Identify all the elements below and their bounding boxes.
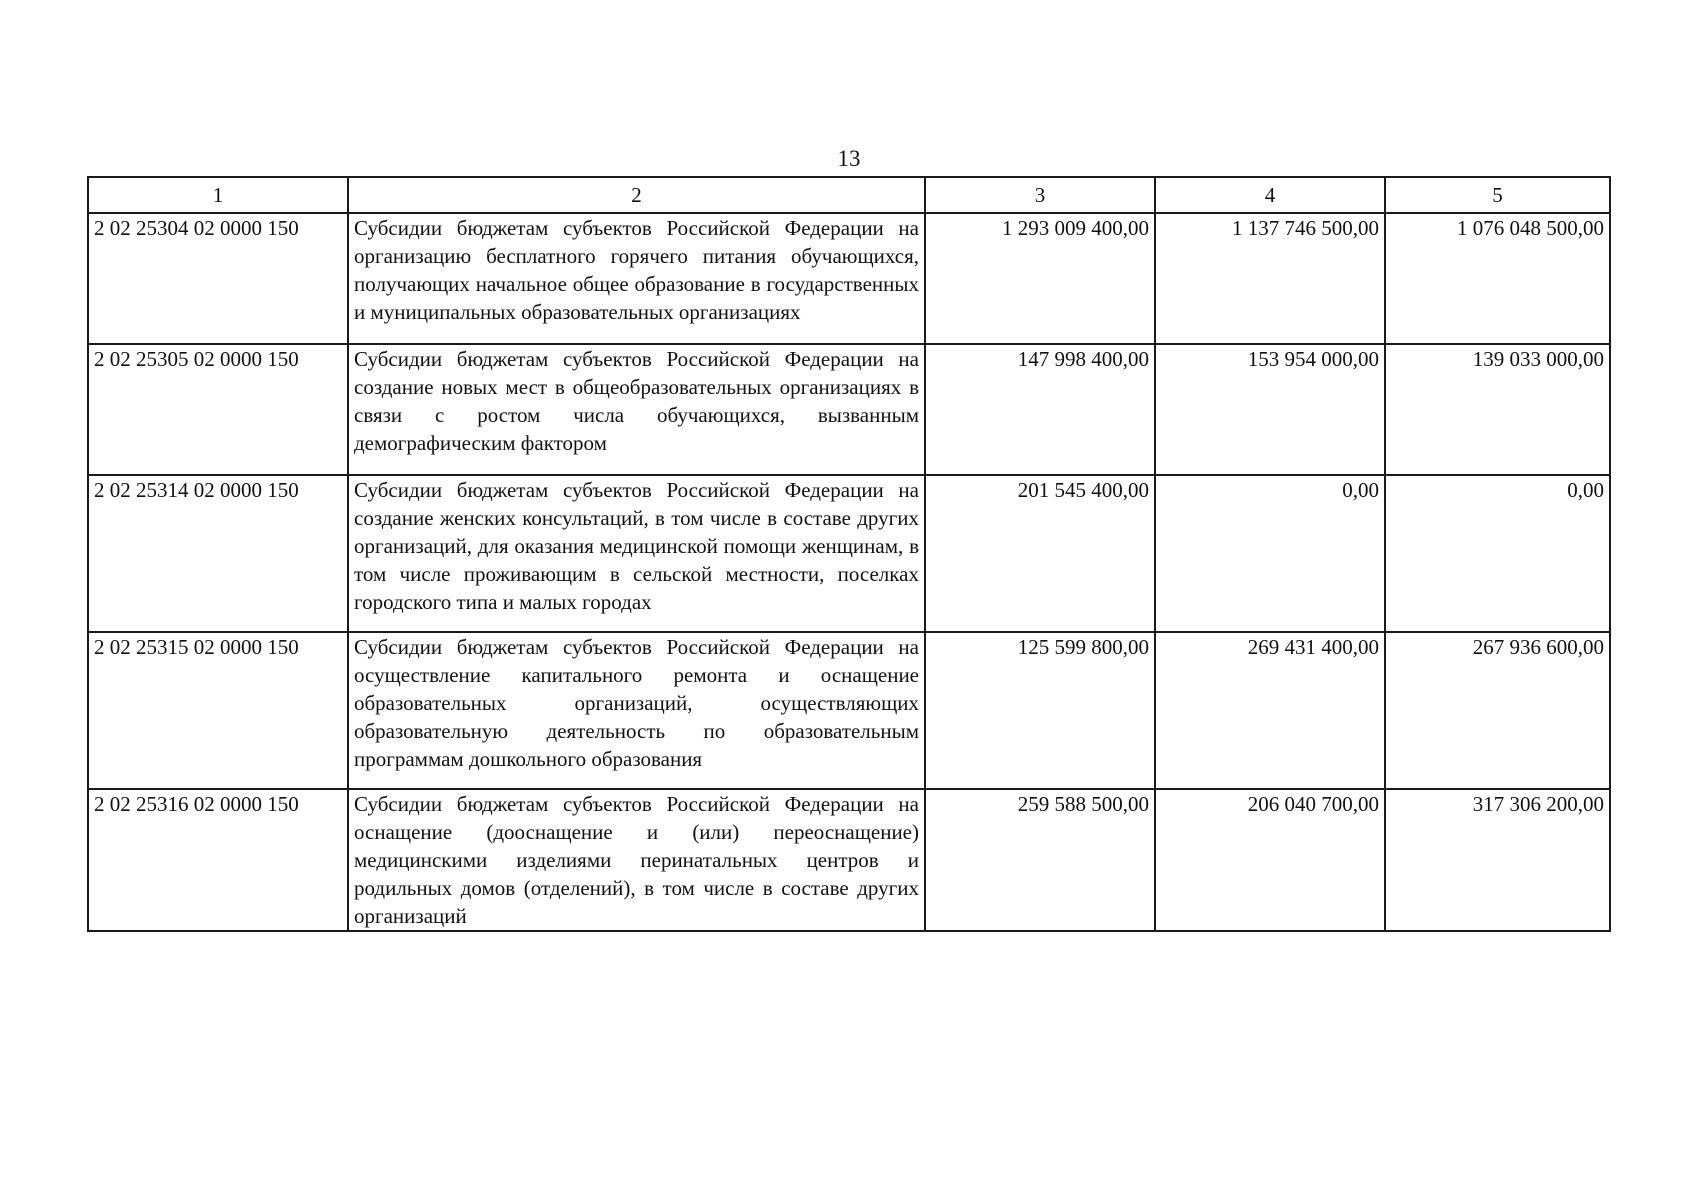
column-header-5: 5 (1385, 177, 1610, 213)
row-amount-col3: 125 599 800,00 (925, 632, 1155, 789)
row-code: 2 02 25304 02 0000 150 (88, 213, 348, 344)
row-amount-col3: 147 998 400,00 (925, 344, 1155, 475)
row-description: Субсидии бюджетам субъектов Российской Федерации на оснащение (дооснащение и (или) переоснащение) медицинскими изделиями перинатальных центров и родильных домов (отделений), в том числе в составе других организаций (348, 789, 925, 931)
row-description: Субсидии бюджетам субъектов Российской Федерации на создание женских консультаций, в том числе в составе других организаций, для оказания медицинской помощи женщинам, в том числе проживающим в сельской местности, поселках городского типа и малых городах (348, 475, 925, 632)
row-amount-col3: 1 293 009 400,00 (925, 213, 1155, 344)
column-header-4: 4 (1155, 177, 1385, 213)
row-amount-col5: 1 076 048 500,00 (1385, 213, 1610, 344)
row-amount-col5: 267 936 600,00 (1385, 632, 1610, 789)
column-header-1: 1 (88, 177, 348, 213)
row-code: 2 02 25316 02 0000 150 (88, 789, 348, 931)
row-description: Субсидии бюджетам субъектов Российской Федерации на создание новых мест в общеобразовательных организациях в связи с ростом числа обучающихся, вызванным демографическим фактором (348, 344, 925, 475)
row-amount-col5: 139 033 000,00 (1385, 344, 1610, 475)
row-code: 2 02 25305 02 0000 150 (88, 344, 348, 475)
row-code: 2 02 25315 02 0000 150 (88, 632, 348, 789)
table-row (88, 789, 1610, 931)
column-header-2: 2 (348, 177, 925, 213)
row-amount-col5: 317 306 200,00 (1385, 789, 1610, 931)
row-amount-col4: 153 954 000,00 (1155, 344, 1385, 475)
row-amount-col3: 201 545 400,00 (925, 475, 1155, 632)
row-amount-col3: 259 588 500,00 (925, 789, 1155, 931)
table-row (88, 344, 1610, 475)
row-code: 2 02 25314 02 0000 150 (88, 475, 348, 632)
row-description: Субсидии бюджетам субъектов Российской Федерации на осуществление капитального ремонта и оснащение образовательных организаций, осуществляющих образовательную деятельность по образовательным программам дошкольного образования (348, 632, 925, 789)
row-amount-col4: 269 431 400,00 (1155, 632, 1385, 789)
table-row (88, 632, 1610, 789)
row-amount-col4: 206 040 700,00 (1155, 789, 1385, 931)
row-amount-col4: 1 137 746 500,00 (1155, 213, 1385, 344)
column-header-3: 3 (925, 177, 1155, 213)
row-amount-col4: 0,00 (1155, 475, 1385, 632)
table-row (88, 213, 1610, 344)
table-header-row (88, 177, 1610, 213)
row-amount-col5: 0,00 (1385, 475, 1610, 632)
table-row (88, 475, 1610, 632)
budget-table (87, 176, 1611, 932)
row-description: Субсидии бюджетам субъектов Российской Федерации на организацию бесплатного горячего питания обучающихся, получающих начальное общее образование в государственных и муниципальных образовательных организациях (348, 213, 925, 344)
page-number: 13 (837, 146, 861, 171)
